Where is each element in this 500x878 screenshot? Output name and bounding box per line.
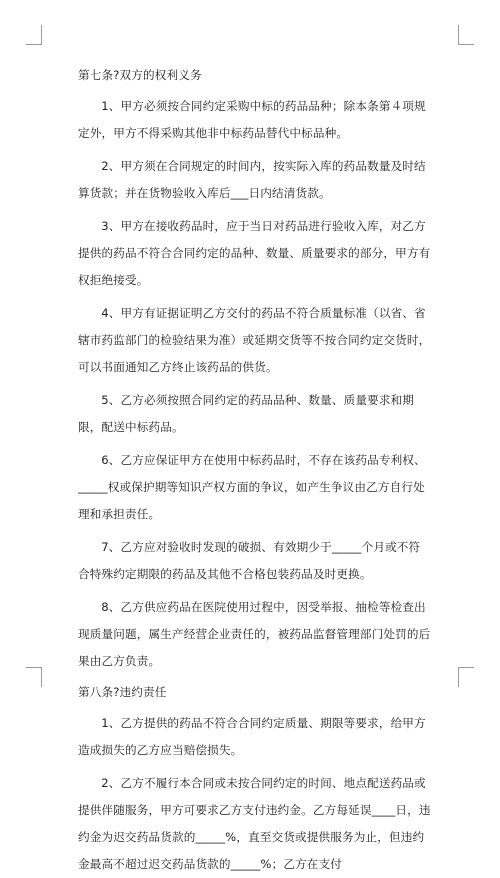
crop-mark-bottom-right-horizontal	[458, 667, 474, 668]
clause-7-8: 8、乙方供应药品在医院使用过程中，因受举报、抽检等检查出现质量问题，属生产经营企业责任的，被药品监督管理部门处罚的后果由乙方负责。	[78, 600, 431, 668]
clause-7-7: 7、乙方应对验收时发现的破损、有效期少于_____个月或不符合特殊约定期限的药品及其他不合格包装药品及时更换。	[78, 540, 421, 581]
crop-mark-top-left-horizontal	[26, 44, 42, 45]
clause-8-1: 1、乙方提供的药品不符合合同约定质量、期限等要求，给甲方造成损失的乙方应当赔偿损失。	[78, 716, 426, 757]
crop-mark-top-right-vertical	[458, 25, 459, 45]
crop-mark-bottom-left-vertical	[41, 667, 42, 687]
crop-mark-top-left-vertical	[41, 25, 42, 45]
crop-mark-bottom-right-vertical	[458, 667, 459, 687]
clause-7-6: 6、乙方应保证甲方在使用中标药品时，不存在该药品专利权、_____权或保护期等知识产权方面的争议，如产生争议由乙方自行处理和承担责任。	[78, 453, 426, 521]
section-heading-breach-liability: 第八条?违约责任	[78, 685, 167, 699]
section-heading-rights-obligations: 第七条?双方的权利义务	[78, 68, 202, 82]
clause-7-4: 4、甲方有证据证明乙方交付的药品不符合质量标准（以省、省辖市药监部门的检验结果为准）或延期交货等不按合同约定交货时，可以书面通知乙方终止该药品的供货。	[78, 306, 431, 374]
clause-8-2: 2、乙方不履行本合同或未按合同约定的时间、地点配送药品或提供伴随服务，甲方可要求乙方支付违约金。乙方每延误____日，违约金为迟交药品货款的_____%，直至交货或提供服务为止，但违约金最高不超过迟交药品货款的_____%；乙方在支付	[78, 776, 431, 871]
crop-mark-bottom-left-horizontal	[26, 667, 42, 668]
document-body	[78, 64, 431, 878]
clause-7-3: 3、甲方在接收药品时，应于当日对药品进行验收入库，对乙方提供的药品不符合合同约定的品种、数量、质量要求的部分，甲方有权拒绝接受。	[78, 219, 431, 287]
clause-7-1: 1、甲方必须按合同约定采购中标的药品品种；除本条第４项规定外，甲方不得采购其他非中标药品替代中标品种。	[78, 99, 426, 140]
clause-7-5: 5、乙方必须按照合同约定的药品品种、数量、质量要求和期限，配送中标药品。	[78, 393, 415, 434]
crop-mark-top-right-horizontal	[458, 44, 474, 45]
clause-7-2: 2、甲方须在合同规定的时间内，按实际入库的药品数量及时结算货款；并在货物验收入库后___日内结清货款。	[78, 159, 426, 200]
